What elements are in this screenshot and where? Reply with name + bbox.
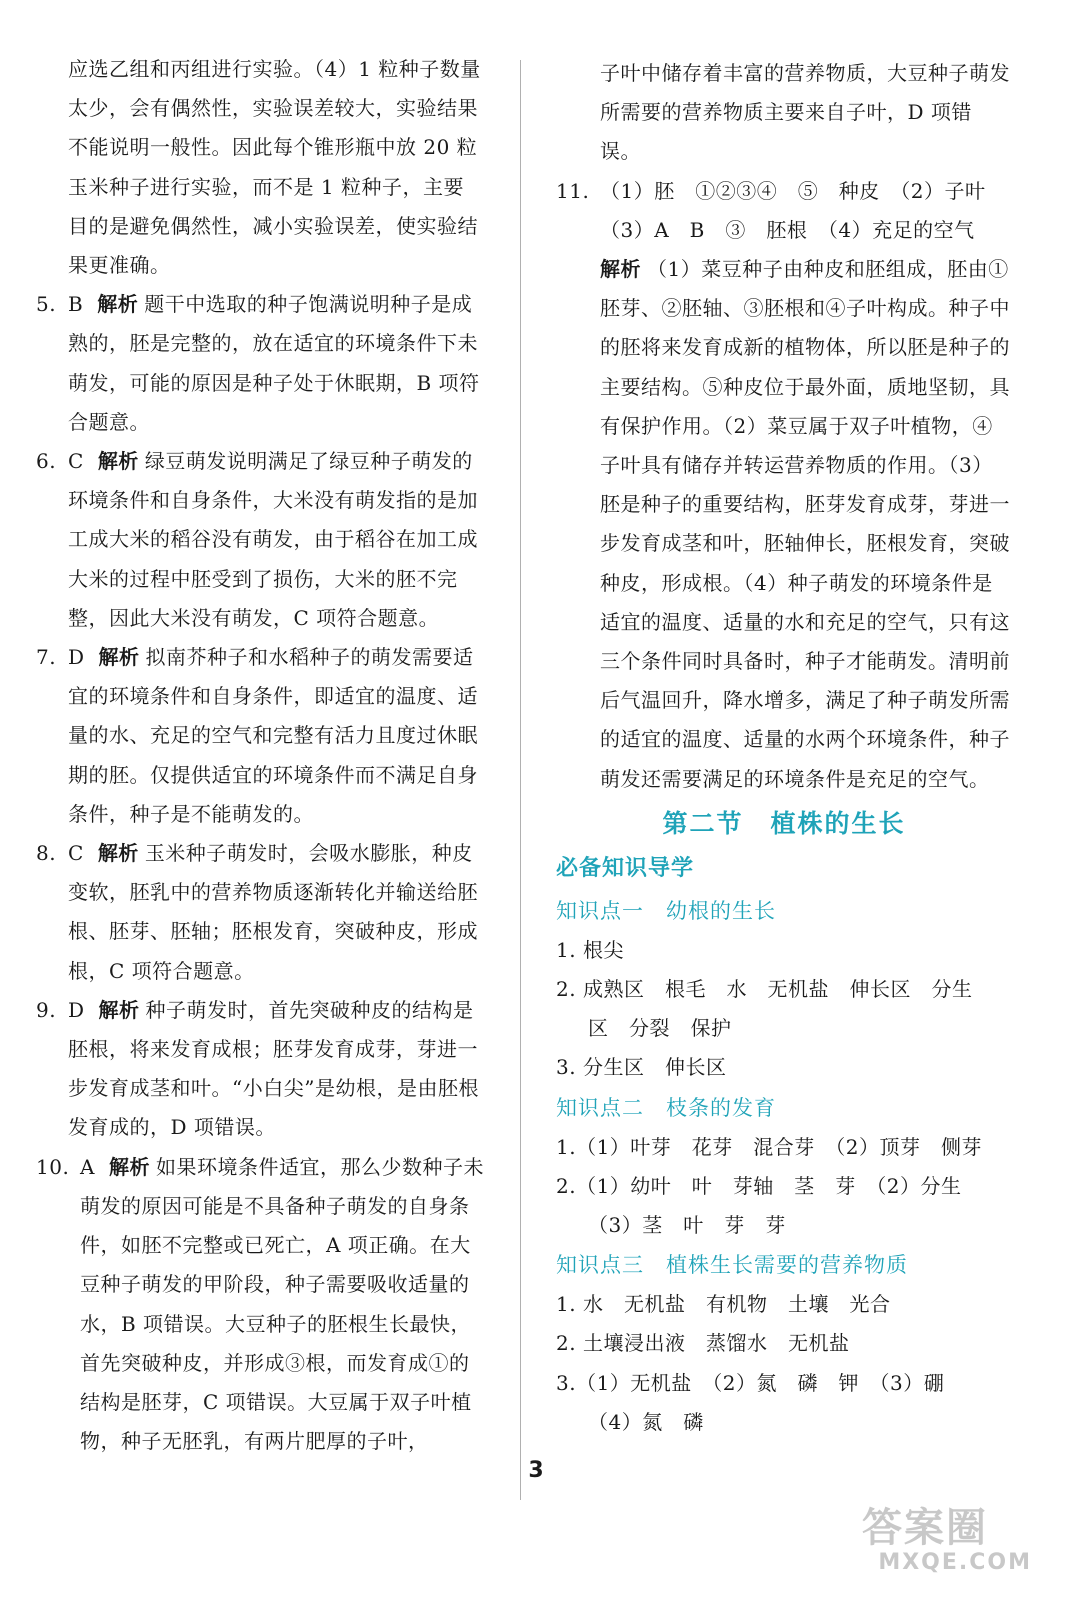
analysis-label: 解析 — [98, 997, 140, 1022]
item-number: 10. — [36, 1154, 70, 1179]
item-number: 7. — [36, 645, 57, 670]
item-text: 绿豆萌发说明满足了绿豆种子萌发的环境条件和自身条件，大米没有萌发指的是加工成大米的稻谷没有萌发，由于稻谷在加工成大米的过程中胚受到了损伤，大米的胚不完整，因此大米没有萌发，C 项符合题意。 — [68, 449, 478, 630]
answer-line-2: （3）A B ③ 胚根 （4）充足的空气 — [600, 217, 975, 242]
watermark-logo-text: 答案圈 — [862, 1505, 988, 1551]
item-number: 5. — [36, 292, 57, 317]
item-text: 如果环境条件适宜，那么少数种子未萌发的原因可能是不具备种子萌发的自身条件，如胚不完整或已死亡，A 项正确。在大豆种子萌发的甲阶段，种子需要吸收适量的水，B 项错误。大豆种子的胚根生长最快，首先突破种皮，并形成③根，而发育成①的结构是胚芽，C 项错误。大豆属于双子叶植物，种子无胚乳，有两片肥厚的子叶， — [80, 1154, 484, 1454]
kp1-line-1: 1. 根尖 — [556, 937, 624, 962]
right-column — [556, 54, 1012, 1442]
knowledge-point-3-title: 知识点三 植株生长需要的营养物质 — [556, 1253, 908, 1278]
item-number: 6. — [36, 449, 57, 474]
answer-item-6 — [36, 442, 484, 638]
answer-continuation: 应选乙组和丙组进行实验。（4）1 粒种子数量太少，会有偶然性，实验误差较大，实验结果不能说明一般性。因此每个锥形瓶中放 20 粒玉米种子进行实验，而不是 1 粒种子，主要目的是避免偶然性，减小实验误差，使实验结果更准确。 — [68, 57, 481, 278]
item-text: 种子萌发时，首先突破种皮的结构是胚根，将来发育成根；胚芽发育成芽，芽进一步发育成茎和叶。“小白尖”是幼根，是由胚根发育成的，D 项错误。 — [68, 997, 479, 1140]
answer-10-continuation: 子叶中储存着丰富的营养物质，大豆种子萌发所需要的营养物质主要来自子叶，D 项错误。 — [600, 61, 1010, 164]
kp1-line-2a: 2. 成熟区 根毛 水 无机盐 伸长区 分生 — [556, 977, 973, 1002]
kp3-line-3b: （4）氮 磷 — [588, 1409, 704, 1434]
left-column — [36, 50, 484, 1461]
answer-item-8 — [36, 834, 484, 991]
knowledge-point-1-title: 知识点一 幼根的生长 — [556, 898, 776, 923]
item-number: 8. — [36, 841, 57, 866]
item-text: 拟南芥种子和水稻种子的萌发需要适宜的环境条件和自身条件，即适宜的温度、适量的水、充足的空气和完整有活力且度过休眠期的胚。仅提供适宜的环境条件而不满足自身条件，种子是不能萌发的。 — [68, 645, 478, 826]
item-answer: D — [68, 645, 85, 670]
analysis-label: 解析 — [97, 841, 139, 866]
item-answer: D — [68, 997, 85, 1022]
analysis-label: 解析 — [600, 257, 641, 282]
item-answer: C — [68, 841, 84, 866]
site-watermark — [862, 1506, 1032, 1578]
watermark-url: MXQE.COM — [878, 1550, 1032, 1575]
item-text: （1）菜豆种子由种皮和胚组成，胚由①胚芽、②胚轴、③胚根和④子叶构成。种子中的胚将来发育成新的植物体，所以胚是种子的主要结构。⑤种皮位于最外面，质地坚韧，具有保护作用。（2）菜豆属于双子叶植物，④子叶具有储存并转运营养物质的作用。（3）胚是种子的重要结构，胚芽发育成芽，芽进一步发育成茎和叶，胚轴伸长，胚根发育，突破种皮，形成根。（4）种子萌发的环境条件是适宜的温度、适量的水和充足的空气，只有这三个条件同时具备时，种子才能萌发。清明前后气温回升，降水增多，满足了种子萌发所需的适宜的温度、适量的水两个环境条件，种子萌发还需要满足的环境条件是充足的空气。 — [600, 257, 1010, 791]
analysis-label: 解析 — [98, 645, 140, 670]
item-text: 玉米种子萌发时，会吸水膨胀，种皮变软，胚乳中的营养物质逐渐转化并输送给胚根、胚芽、胚轴；胚根发育，突破种皮，形成根，C 项符合题意。 — [68, 841, 478, 983]
answer-item-11 — [556, 172, 1012, 799]
guide-heading: 必备知识导学 — [556, 855, 695, 881]
item-answer: C — [68, 449, 84, 474]
item-number: 9. — [36, 997, 57, 1022]
answer-line-1: （1）胚 ①②③④ ⑤ 种皮 （2）子叶 — [600, 178, 986, 203]
kp1-line-3: 3. 分生区 伸长区 — [556, 1055, 727, 1080]
item-text: 题干中选取的种子饱满说明种子是成熟的，胚是完整的，放在适宜的环境条件下未萌发，可能的原因是种子处于休眠期，B 项符合题意。 — [68, 292, 480, 434]
answer-item-10 — [36, 1148, 484, 1462]
item-number: 11. — [556, 178, 590, 203]
page-number: 3 — [528, 1458, 544, 1483]
kp2-line-2a: 2.（1）幼叶 叶 芽轴 茎 芽 （2）分生 — [556, 1173, 962, 1198]
answer-item-9 — [36, 991, 484, 1148]
analysis-label: 解析 — [97, 449, 139, 474]
section-title: 第二节 植株的生长 — [662, 808, 906, 838]
analysis-label: 解析 — [97, 292, 139, 317]
kp2-line-2b: （3）茎 叶 芽 芽 — [588, 1213, 786, 1238]
item-answer: B — [68, 292, 84, 317]
answer-item-5 — [36, 285, 484, 442]
kp1-line-2b: 区 分裂 保护 — [588, 1016, 732, 1041]
knowledge-point-2-title: 知识点二 枝条的发育 — [556, 1095, 776, 1120]
column-divider — [520, 60, 521, 1500]
kp3-line-1: 1. 水 无机盐 有机物 土壤 光合 — [556, 1292, 891, 1317]
analysis-label: 解析 — [108, 1154, 150, 1179]
kp3-line-3a: 3.（1）无机盐 （2）氮 磷 钾 （3）硼 — [556, 1370, 945, 1395]
kp2-line-1: 1.（1）叶芽 花芽 混合芽 （2）顶芽 侧芽 — [556, 1134, 983, 1159]
item-answer: A — [80, 1154, 95, 1179]
kp3-line-2: 2. 土壤浸出液 蒸馏水 无机盐 — [556, 1331, 850, 1356]
answer-item-7 — [36, 638, 484, 834]
